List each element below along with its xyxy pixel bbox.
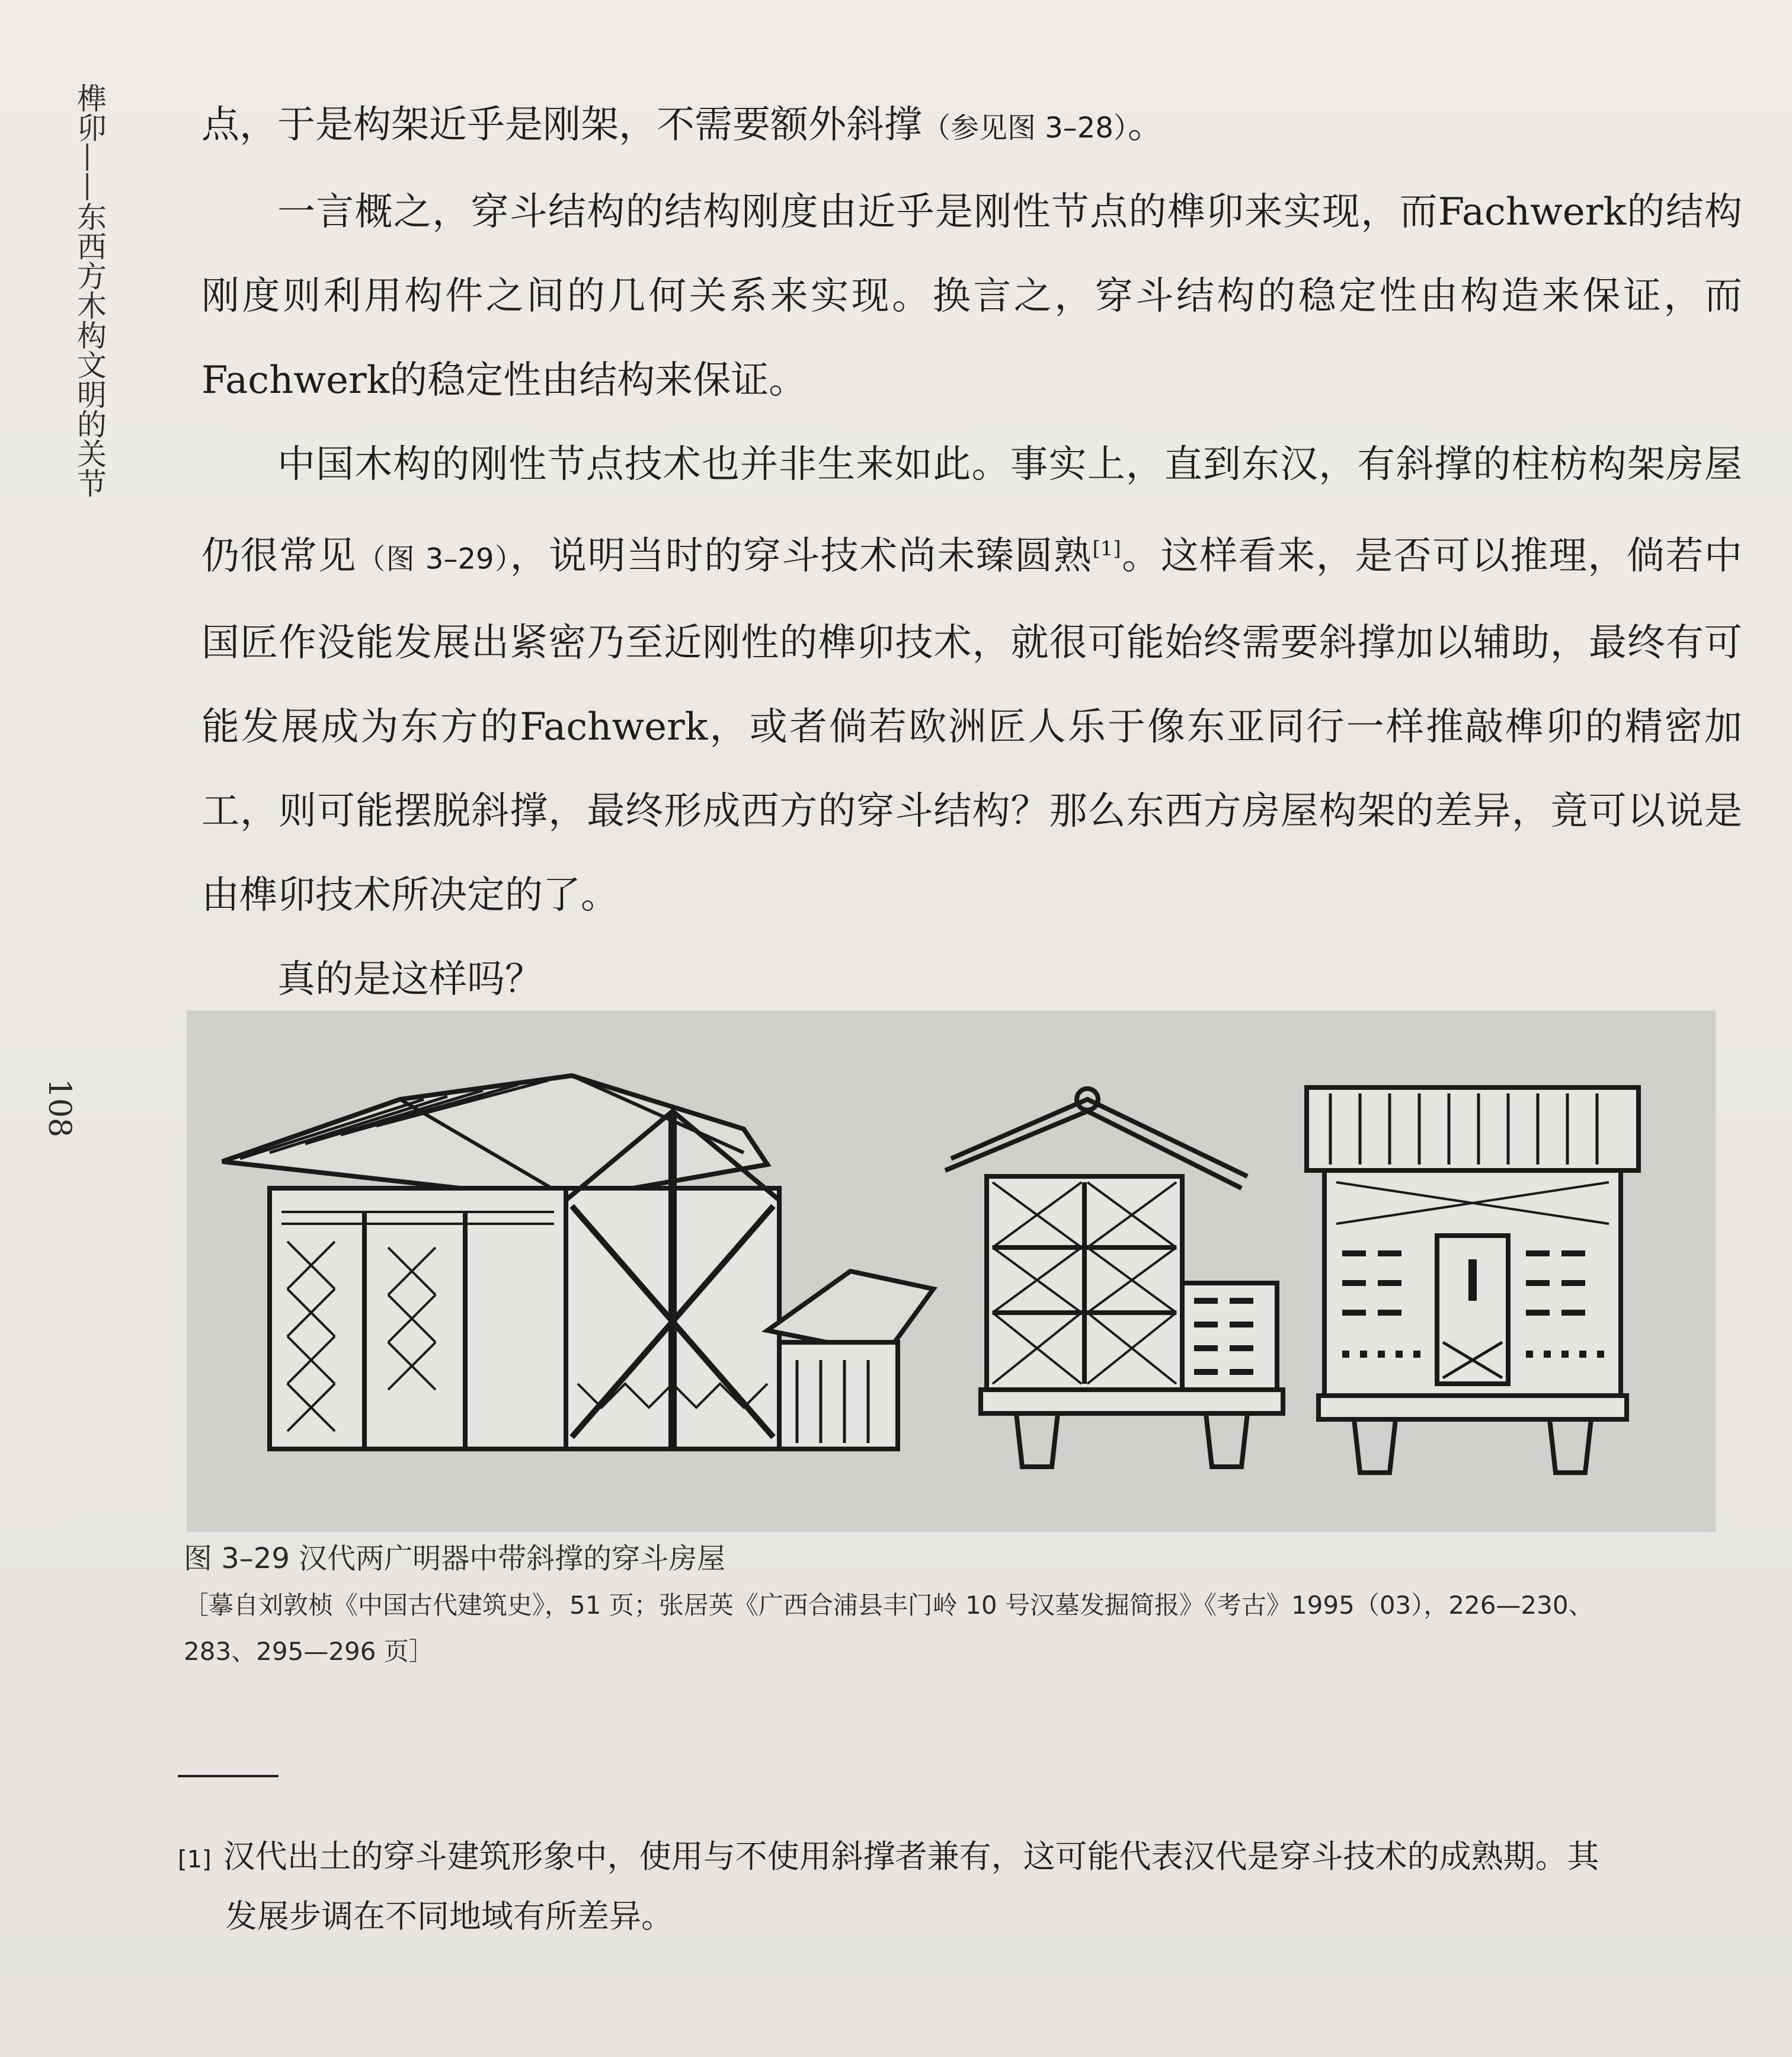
house-model-middle — [945, 1089, 1283, 1467]
paragraph-text: ，说明当时的穿斗技术尚未臻圆熟 — [510, 534, 1093, 578]
paragraph-text: 。这样看来，是否可以推理，倘若中国匠作没能发展出紧密乃至近刚性的榫卯技术，就很可能始终需要斜撑加以辅助，最终有可能发展成为东方的Fachwerk，或者倘若欧洲匠人乐于像东亚同行一样推敲榫卯的精密加工，则可能摆脱斜撑，最终形成西方的穿斗结构？那么东西方房屋构架的差异，竟可以说是由榫卯技术所决定的了。 — [201, 534, 1742, 918]
paragraph-4 — [201, 938, 1742, 1022]
footnote-mark: [1] — [178, 1846, 212, 1873]
footnote-divider — [178, 1775, 279, 1777]
paragraph-1 — [201, 83, 1742, 170]
caption-source: ［摹自刘敦桢《中国古代建筑史》，51 页；张居英《广西合浦县丰门岭 10 号汉墓发掘简报》《考古》1995（03），226—230、 — [184, 1591, 1593, 1620]
footnote-marker: [1] — [1092, 537, 1121, 561]
footnote-text: 发展步调在不同地域有所差异。 — [225, 1898, 673, 1935]
paragraph-text: 一言概之，穿斗结构的结构刚度由近乎是刚性节点的榫卯来实现，而Fachwerk的结构刚度则利用构件之间的几何关系来实现。换言之，穿斗结构的稳定性由构造来保证，而Fachwerk的稳定性由结构来保证。 — [201, 190, 1742, 402]
paragraph-text: 中国木构的刚性节点技术也并非生来如此。事实上，直到东汉，有斜撑的柱枋构架房屋仍很常见 — [201, 443, 1742, 578]
figure-reference: （图 3–29） — [357, 542, 510, 576]
house-models-drawing — [187, 1010, 1716, 1532]
paragraph-3 — [201, 423, 1742, 938]
caption-title: 图 3–29 汉代两广明器中带斜撑的穿斗房屋 — [184, 1542, 726, 1575]
paragraph-text: 真的是这样吗？ — [277, 958, 543, 1002]
house-model-left — [222, 1076, 933, 1449]
body-text — [201, 83, 1742, 1022]
paragraph-2 — [201, 170, 1742, 423]
running-head-text: 榫卯——东西方木构文明的关节 — [72, 83, 107, 498]
house-model-right — [1307, 1087, 1639, 1473]
footnote — [178, 1828, 1695, 1945]
running-head — [47, 83, 107, 498]
caption-source: 283、295—296 页］ — [184, 1637, 434, 1666]
paragraph-text: 点，于是构架近乎是刚架，不需要额外斜撑 — [201, 103, 922, 147]
footnote-text: 汉代出土的穿斗建筑形象中，使用与不使用斜撑者兼有，这可能代表汉代是穿斗技术的成熟期。其 — [223, 1838, 1599, 1875]
figure-caption — [184, 1535, 1742, 1675]
figure-image — [187, 1010, 1716, 1532]
page-number: 108 — [41, 1079, 77, 1138]
figure-reference: （参见图 3–28） — [922, 111, 1128, 145]
paragraph-text: 。 — [1127, 103, 1166, 147]
